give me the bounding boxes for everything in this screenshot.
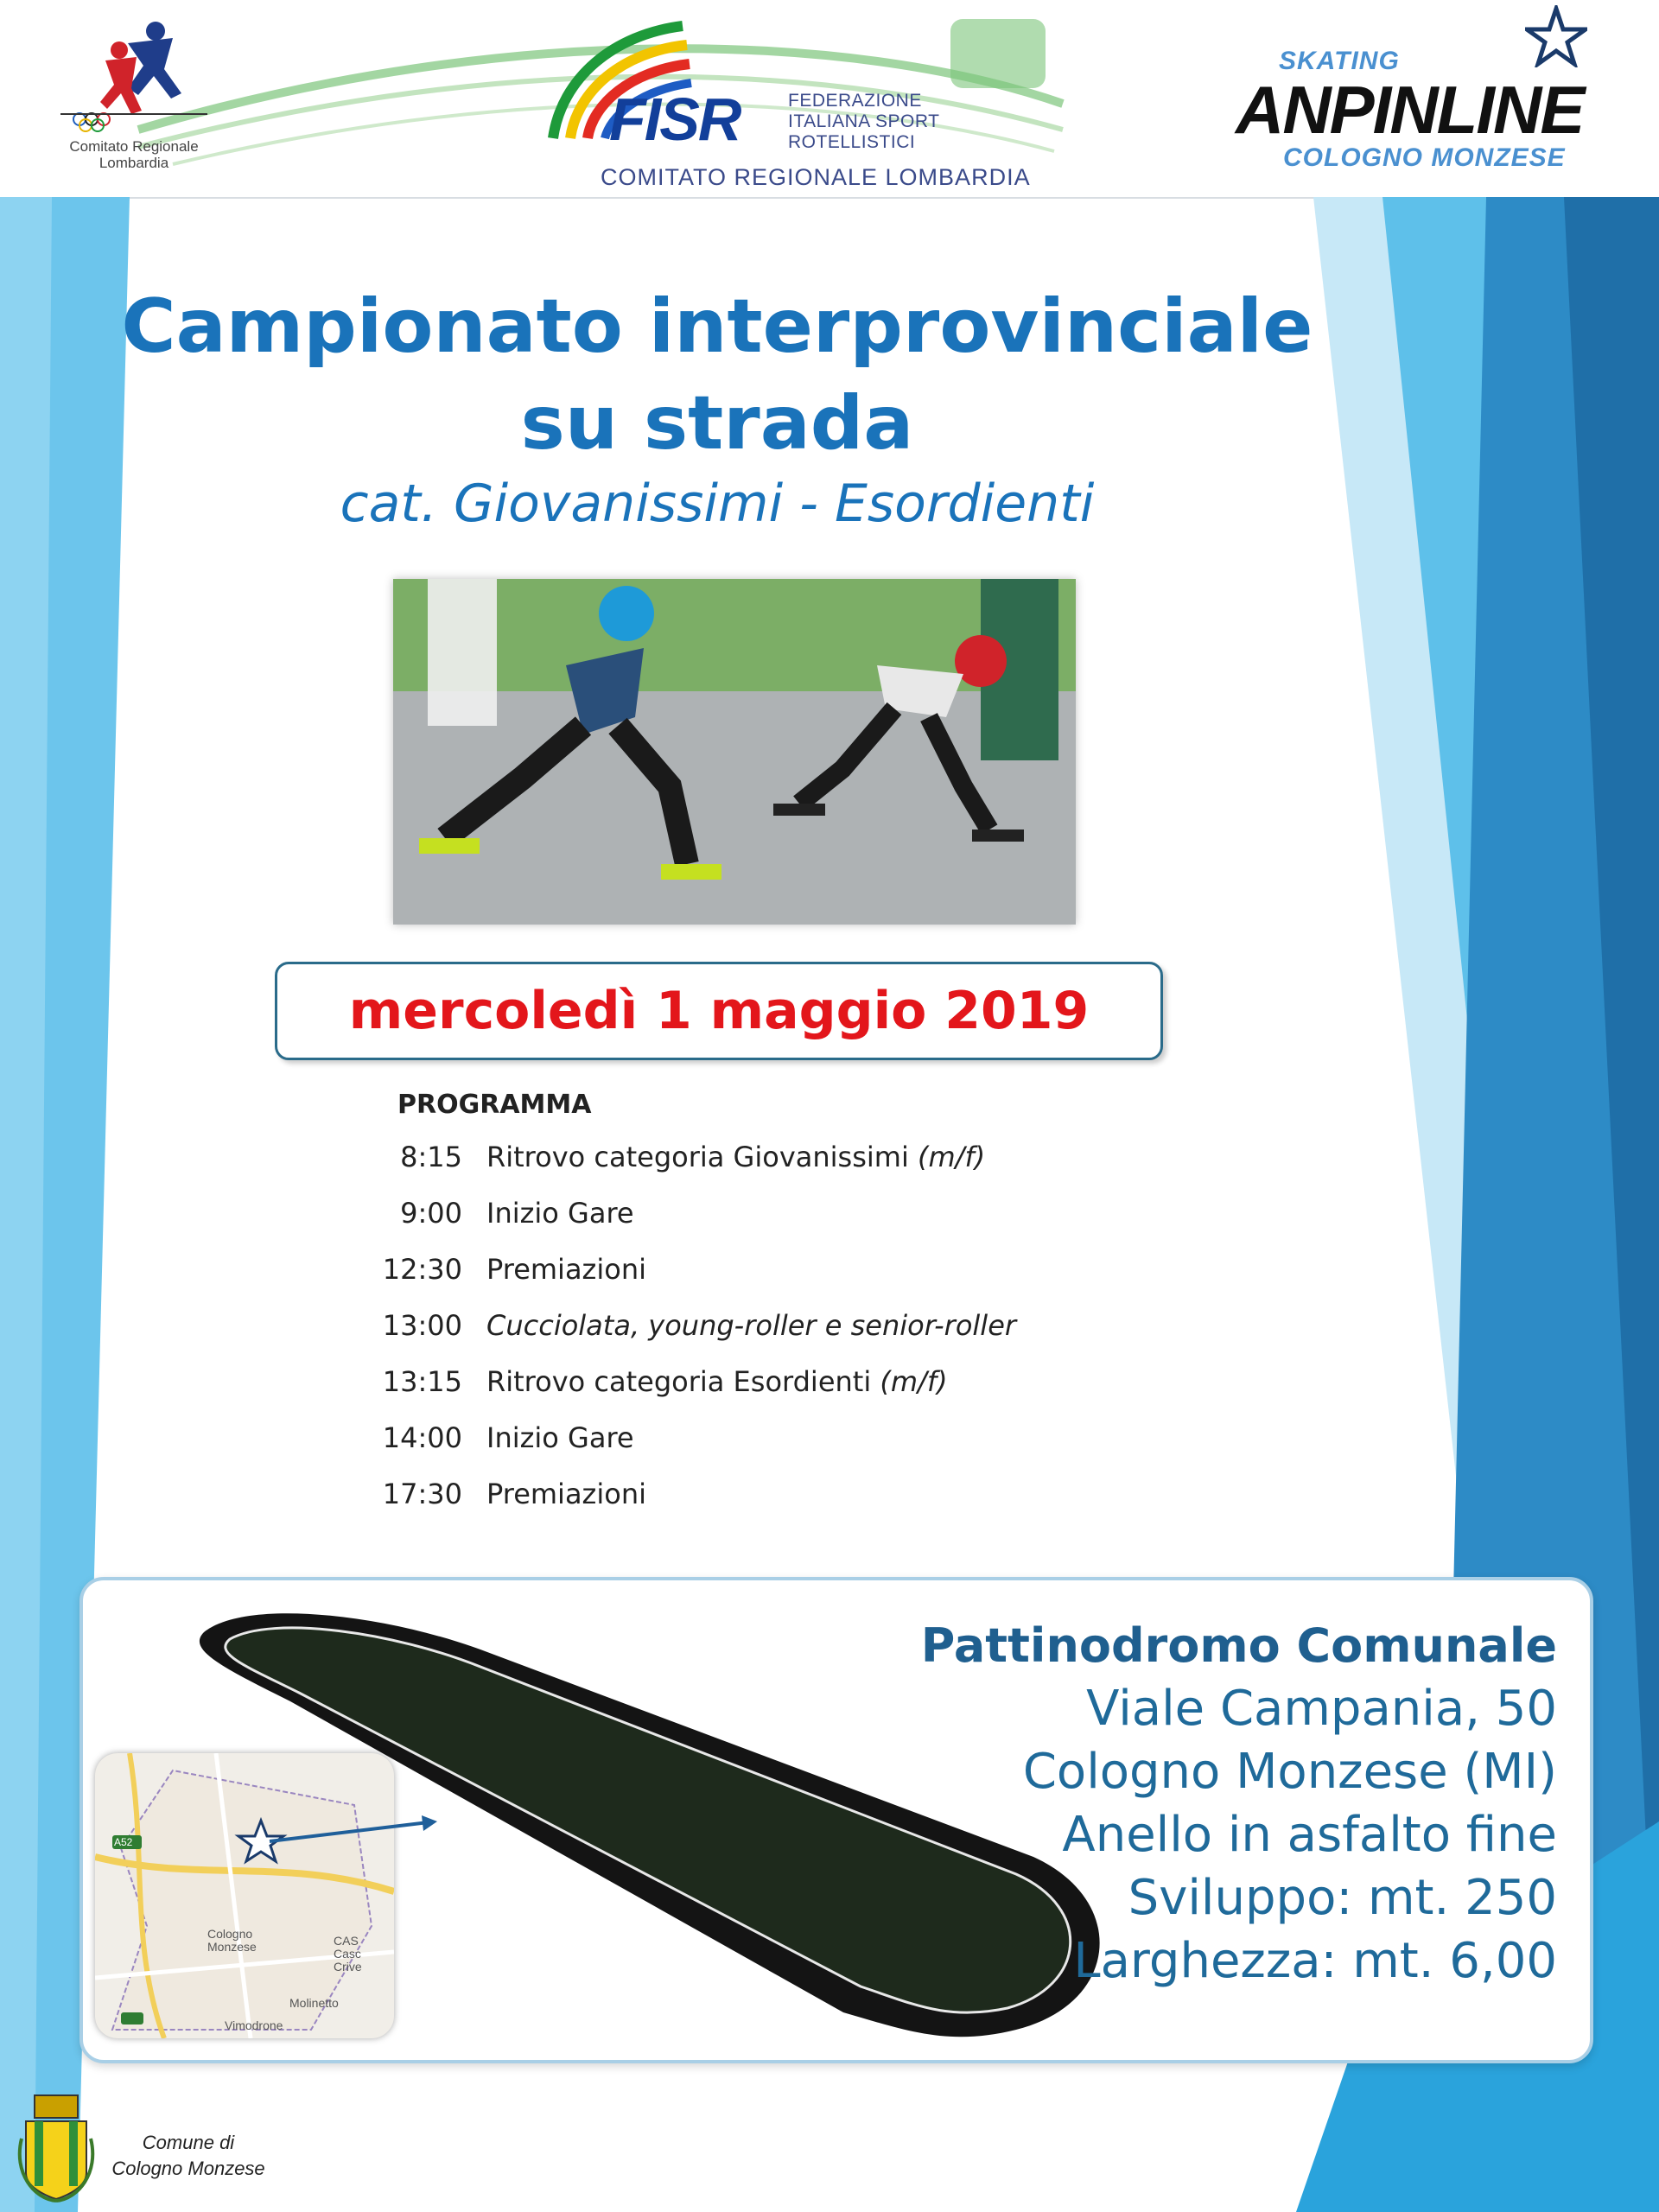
programme-time: 9:00 xyxy=(400,1197,462,1230)
map-southeast-label: Molinetto xyxy=(289,1996,339,2010)
programme-heading: PROGRAMMA xyxy=(397,1090,592,1120)
programme-text: Premiazioni xyxy=(486,1253,646,1286)
skater-figure-icon xyxy=(52,9,216,138)
programme-row xyxy=(328,1365,1192,1408)
map-east-label: CAS Casc Crive xyxy=(334,1934,362,1974)
footer-comune xyxy=(102,2130,275,2182)
fisr-federation-name: FEDERAZIONE ITALIANA SPORT ROTELLISTICI xyxy=(788,91,940,152)
header-band xyxy=(0,0,1659,199)
footer-line2: Cologno Monzese xyxy=(111,2158,265,2179)
event-date-box xyxy=(275,962,1163,1060)
venue-address: Viale Campania, 50 xyxy=(1086,1681,1557,1737)
programme-row xyxy=(328,1309,1192,1352)
venue-surface: Anello in asfalto fine xyxy=(1062,1807,1557,1863)
map-road-label: A52 xyxy=(114,1836,133,1848)
event-title-line2: su strada xyxy=(520,380,914,467)
programme-time: 8:15 xyxy=(400,1141,462,1173)
footer-line1: Comune di xyxy=(142,2132,235,2153)
programme-time: 14:00 xyxy=(382,1421,462,1454)
programme-text: Premiazioni xyxy=(486,1478,646,1510)
star-icon xyxy=(1525,5,1587,67)
anpinline-logo xyxy=(1227,5,1624,187)
event-subtitle: cat. Giovanissimi - Esordienti xyxy=(340,474,1095,534)
programme-row xyxy=(328,1141,1192,1184)
programme-text: Inizio Gare xyxy=(486,1421,634,1454)
fisr-wordmark: FISR xyxy=(609,86,741,153)
programme-time: 13:15 xyxy=(382,1365,462,1398)
fisr-committee-name: COMITATO REGIONALE LOMBARDIA xyxy=(601,164,1031,190)
venue-city: Cologno Monzese (MI) xyxy=(1022,1744,1557,1800)
map-town-label: Cologno Monzese xyxy=(207,1927,257,1954)
programme-text: Cucciolata, young-roller e senior-roller xyxy=(486,1309,1017,1342)
programme-row xyxy=(328,1421,1192,1465)
venue-panel xyxy=(79,1577,1593,2063)
programme-row xyxy=(328,1253,1192,1296)
event-title xyxy=(86,278,1348,472)
programme-text: Ritrovo categoria Giovanissimi (m/f) xyxy=(486,1141,986,1173)
club-logo-top: SKATING xyxy=(1279,47,1400,75)
programme-row xyxy=(328,1478,1192,1521)
crl-logo-text: Comitato Regionale Lombardia xyxy=(69,138,199,171)
club-logo-city: COLOGNO MONZESE xyxy=(1283,143,1566,172)
programme-text: Ritrovo categoria Esordienti (m/f) xyxy=(486,1365,948,1398)
map-south-label: Vimodrone xyxy=(225,2018,283,2032)
venue-details xyxy=(779,1615,1557,1993)
programme-time: 12:30 xyxy=(382,1253,462,1286)
venue-name: Pattinodromo Comunale xyxy=(920,1618,1557,1673)
venue-length: Sviluppo: mt. 250 xyxy=(1128,1870,1557,1926)
venue-width: Larghezza: mt. 6,00 xyxy=(1073,1933,1557,1989)
programme-time: 17:30 xyxy=(382,1478,462,1510)
crl-lombardia-logo xyxy=(52,9,216,186)
skaters-photo xyxy=(393,579,1076,925)
club-logo-name: ANPINLINE xyxy=(1236,72,1584,148)
event-title-line1: Campionato interprovinciale xyxy=(121,283,1313,370)
event-date: mercoledì 1 maggio 2019 xyxy=(348,981,1090,1041)
skaters-photo-illustration xyxy=(393,579,1076,925)
comune-crest-icon xyxy=(17,2087,95,2203)
programme-text: Inizio Gare xyxy=(486,1197,634,1230)
programme-row xyxy=(328,1197,1192,1240)
fisr-logo xyxy=(536,9,1054,190)
programme-time: 13:00 xyxy=(382,1309,462,1342)
